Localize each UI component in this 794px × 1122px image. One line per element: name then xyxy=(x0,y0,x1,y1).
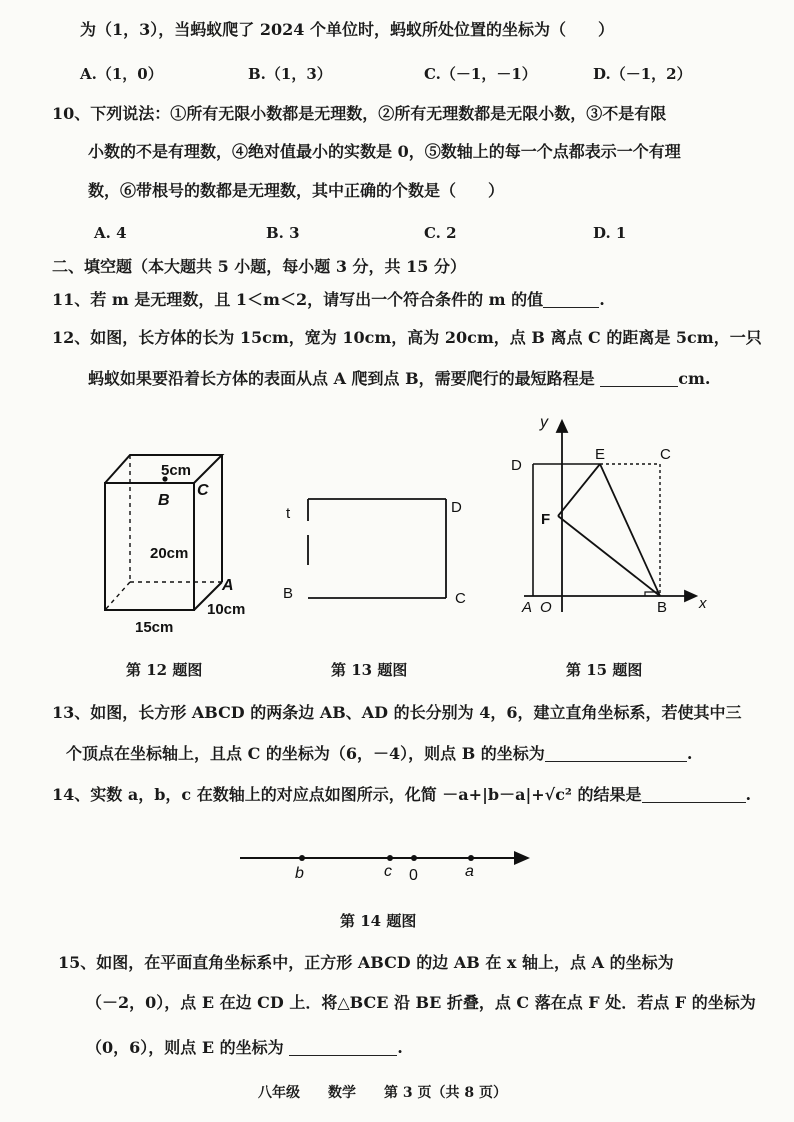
y-axis-arrow xyxy=(557,421,567,432)
q12-question: 蚂蚁如果要沿着长方体的表面从点 A 爬到点 B，需要爬行的最短路程是 xyxy=(88,369,595,388)
fig14-caption: 第 14 题图 xyxy=(340,912,417,930)
fig15-label-x: x xyxy=(699,595,707,612)
q13-question: 个顶点在坐标轴上，且点 C 的坐标为（6，－4），则点 B 的坐标为 xyxy=(66,744,545,763)
q13-answer-blank[interactable] xyxy=(545,761,687,762)
fig12-label-a: A xyxy=(222,577,234,594)
fig14-label-b: b xyxy=(295,865,304,882)
cuboid-hidden-depth xyxy=(105,582,130,610)
fig12-label-c: C xyxy=(197,482,209,499)
q14-text xyxy=(52,787,751,803)
q10-option-b[interactable]: B. 3 xyxy=(266,224,300,242)
section-title: 二、填空题（本大题共 5 小题，每小题 3 分，共 15 分） xyxy=(52,257,466,276)
q14-end: . xyxy=(745,785,752,804)
fig12-label-10cm: 10cm xyxy=(207,601,246,618)
q10-option-a[interactable]: A. 4 xyxy=(94,224,127,242)
q13-line-2 xyxy=(66,746,692,762)
q11-question: 11、若 m 是无理数，且 1＜m＜2，请写出一个符合条件的 m 的值 xyxy=(52,290,544,309)
fig14-label-a: a xyxy=(465,863,474,880)
q12-unit: cm. xyxy=(678,369,711,388)
q12-line-1: 12、如图，长方体的长为 15cm，宽为 10cm，高为 20cm，点 B 离点 C 的距离是 5cm，一只 xyxy=(52,328,762,347)
segment-fb xyxy=(558,516,660,596)
point-c-dot xyxy=(387,855,393,861)
fig13-label-a: t xyxy=(286,505,291,522)
q13-end: . xyxy=(686,744,693,763)
q15-line-3 xyxy=(86,1040,403,1056)
fig15-caption: 第 15 题图 xyxy=(566,661,643,679)
q9-option-b[interactable]: B.（1，3） xyxy=(248,65,332,83)
q10-option-d[interactable]: D. 1 xyxy=(593,224,627,242)
fig14-label-zero: 0 xyxy=(409,867,418,884)
q10-line-3: 数，⑥带根号的数都是无理数，其中正确的个数是（ ） xyxy=(88,181,505,200)
fig15-label-c: C xyxy=(660,446,671,463)
q15-answer-blank[interactable] xyxy=(289,1055,397,1056)
q9-text: 为（1，3），当蚂蚁爬了 2024 个单位时，蚂蚁所处位置的坐标为（ ） xyxy=(80,20,614,39)
segment-fe xyxy=(558,464,600,516)
fig13-caption: 第 13 题图 xyxy=(331,661,408,679)
fig12-label-15cm: 15cm xyxy=(135,619,174,636)
fig15-label-e: E xyxy=(595,446,606,463)
point-b-dot xyxy=(299,855,305,861)
q14-question-end: 的结果是 xyxy=(577,785,642,804)
point-zero-dot xyxy=(411,855,417,861)
q15-line-2: （－2，0），点 E 在边 CD 上．将△BCE 沿 BE 折叠，点 C 落在点 F 处．若点 F 的坐标为 xyxy=(86,993,756,1012)
q15-question: （0，6），则点 E 的坐标为 xyxy=(86,1038,284,1057)
fig13-rectangle xyxy=(308,499,446,598)
page-footer: 八年级 数学 第 3 页（共 8 页） xyxy=(258,1085,507,1101)
point-a-dot xyxy=(468,855,474,861)
q9-option-a[interactable]: A.（1，0） xyxy=(80,65,163,83)
q13-line-1: 13、如图，长方形 ABCD 的两条边 AB、AD 的长分别为 4，6，建立直角坐标系，若使其中三 xyxy=(52,703,742,722)
fig12-label-b: B xyxy=(158,492,170,509)
fig15-label-b: B xyxy=(657,599,668,616)
fig15-label-a: A xyxy=(522,599,533,616)
fig15-label-f: F xyxy=(541,511,551,528)
number-line-arrow xyxy=(514,851,530,865)
q14-question: 14、实数 a，b，c 在数轴上的对应点如图所示，化简 xyxy=(52,785,437,804)
q11-end: . xyxy=(599,290,605,309)
fig15-square xyxy=(533,464,660,596)
fig14-label-c: c xyxy=(384,863,392,880)
fig13-label-d: D xyxy=(451,499,462,516)
fig13-label-b: B xyxy=(283,585,294,602)
fig15-label-o: O xyxy=(540,599,552,616)
fig15-label-y: y xyxy=(540,414,548,431)
q9-option-d[interactable]: D.（－1，2） xyxy=(593,65,692,83)
q10-option-c[interactable]: C. 2 xyxy=(424,224,457,242)
q15-line-1: 15、如图，在平面直角坐标系中，正方形 ABCD 的边 AB 在 x 轴上，点 A 的坐标为 xyxy=(58,953,674,972)
fig12-label-20cm: 20cm xyxy=(150,545,189,562)
fig15-label-d: D xyxy=(511,457,522,474)
fig12-label-5cm: 5cm xyxy=(161,462,192,479)
q14-expression: －a+|b－a|+√c² xyxy=(442,785,572,804)
fig12-caption: 第 12 题图 xyxy=(126,661,203,679)
q14-answer-blank[interactable] xyxy=(642,802,746,803)
segment-eb xyxy=(600,464,660,596)
q10-line-2: 小数的不是有理数，④绝对值最小的实数是 0，⑤数轴上的每一个点都表示一个有理 xyxy=(88,142,681,161)
q15-end: . xyxy=(397,1038,403,1057)
x-axis-arrow xyxy=(685,591,696,601)
fig13-label-c: C xyxy=(455,590,466,607)
q9-option-c[interactable]: C.（－1，－1） xyxy=(424,65,537,83)
q10-line-1: 10、下列说法：①所有无限小数都是无理数，②所有无理数都是无限小数，③不是有限 xyxy=(52,104,667,123)
